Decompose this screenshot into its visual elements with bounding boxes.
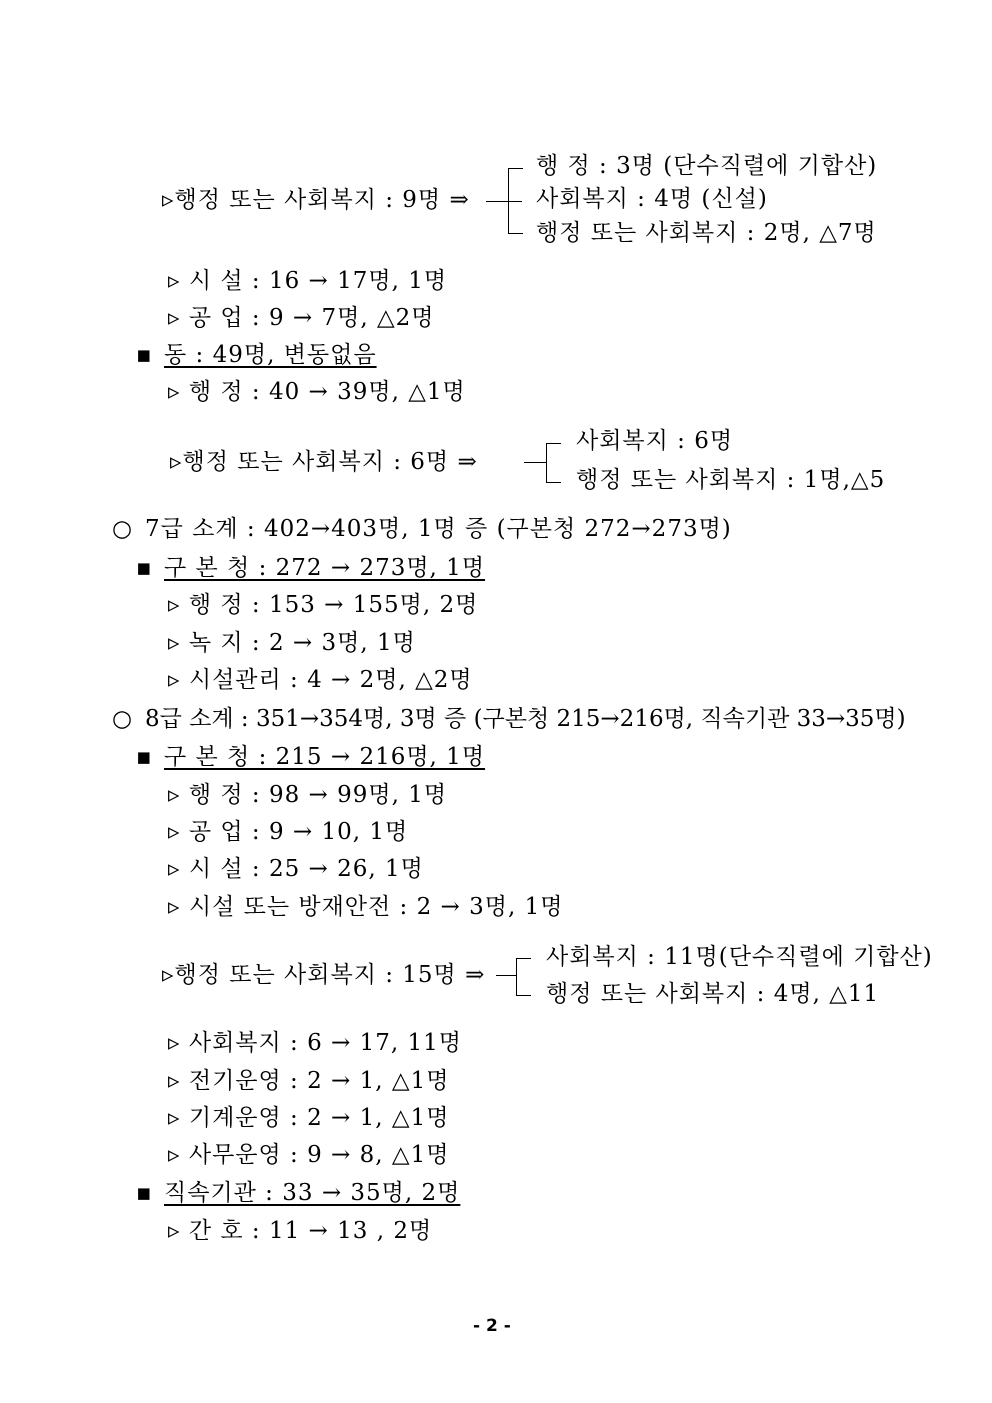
dong-bullet: ▪ [136,342,153,368]
block1-connector [486,201,508,202]
block1-bracket-mid [508,201,522,202]
grade8-sub2-item: ▹ 간 호 : 11 → 13 , 2명 [168,1218,433,1244]
grade8-item-6: ▹ 전기운영 : 2 → 1, △1명 [168,1068,450,1094]
grade8-item-2: ▹ 공 업 : 9 → 10, 1명 [168,819,409,845]
grade7-title: 7급 소계 : 402→403명, 1명 증 (구본청 272→273명) [145,516,732,542]
block3-left: ▹행정 또는 사회복지 : 15명 ⇒ [162,962,486,988]
block3-branch-2: 행정 또는 사회복지 : 4명, △11 [546,981,880,1007]
block1-branch-2: 사회복지 : 4명 (신설) [536,186,768,212]
line-industry: ▹ 공 업 : 9 → 7명, △2명 [168,305,435,331]
block3-bracket [516,958,531,996]
grade8-item-5: ▹ 사회복지 : 6 → 17, 11명 [168,1030,462,1056]
grade8-sub-bullet: ▪ [136,744,153,770]
grade7-item-3: ▹ 시설관리 : 4 → 2명, △2명 [168,667,473,693]
grade7-item-2: ▹ 녹 지 : 2 → 3명, 1명 [168,630,416,656]
block1-left: ▹행정 또는 사회복지 : 9명 ⇒ [162,187,470,213]
grade8-sub2-heading: 직속기관 : 33 → 35명, 2명 [164,1180,461,1206]
grade8-item-1: ▹ 행 정 : 98 → 99명, 1명 [168,782,448,808]
grade8-title: 8급 소계 : 351→354명, 3명 증 (구본청 215→216명, 직속기관 33→35명) [145,706,906,732]
grade8-marker: ○ [112,706,134,732]
block3-branch-1: 사회복지 : 11명(단수직렬에 기합산) [546,944,933,970]
grade8-item-7: ▹ 기계운영 : 2 → 1, △1명 [168,1105,450,1131]
grade7-item-1: ▹ 행 정 : 153 → 155명, 2명 [168,592,479,618]
grade8-item-4: ▹ 시설 또는 방재안전 : 2 → 3명, 1명 [168,894,564,920]
page-number: - 2 - [473,1316,511,1336]
dong-admin: ▹ 행 정 : 40 → 39명, △1명 [168,379,466,405]
block2-branch-2: 행정 또는 사회복지 : 1명,△5 [576,467,886,493]
grade8-sub2-bullet: ▪ [136,1180,153,1206]
line-facility: ▹ 시 설 : 16 → 17명, 1명 [168,268,448,294]
grade8-sub-heading: 구 본 청 : 215 → 216명, 1명 [164,744,486,770]
block2-connector [524,462,546,463]
grade8-item-8: ▹ 사무운영 : 9 → 8, △1명 [168,1142,450,1168]
grade7-sub-bullet: ▪ [136,555,153,581]
grade7-marker: ○ [112,516,134,542]
grade7-sub-heading: 구 본 청 : 272 → 273명, 1명 [164,555,486,581]
block3-connector [496,975,516,976]
block2-bracket [546,443,561,483]
grade8-item-3: ▹ 시 설 : 25 → 26, 1명 [168,856,424,882]
block1-branch-1: 행 정 : 3명 (단수직렬에 기합산) [536,153,878,179]
block2-left: ▹행정 또는 사회복지 : 6명 ⇒ [170,449,478,475]
block2-branch-1: 사회복지 : 6명 [576,428,734,454]
dong-heading: 동 : 49명, 변동없음 [164,342,377,368]
block1-branch-3: 행정 또는 사회복지 : 2명, △7명 [536,220,877,246]
